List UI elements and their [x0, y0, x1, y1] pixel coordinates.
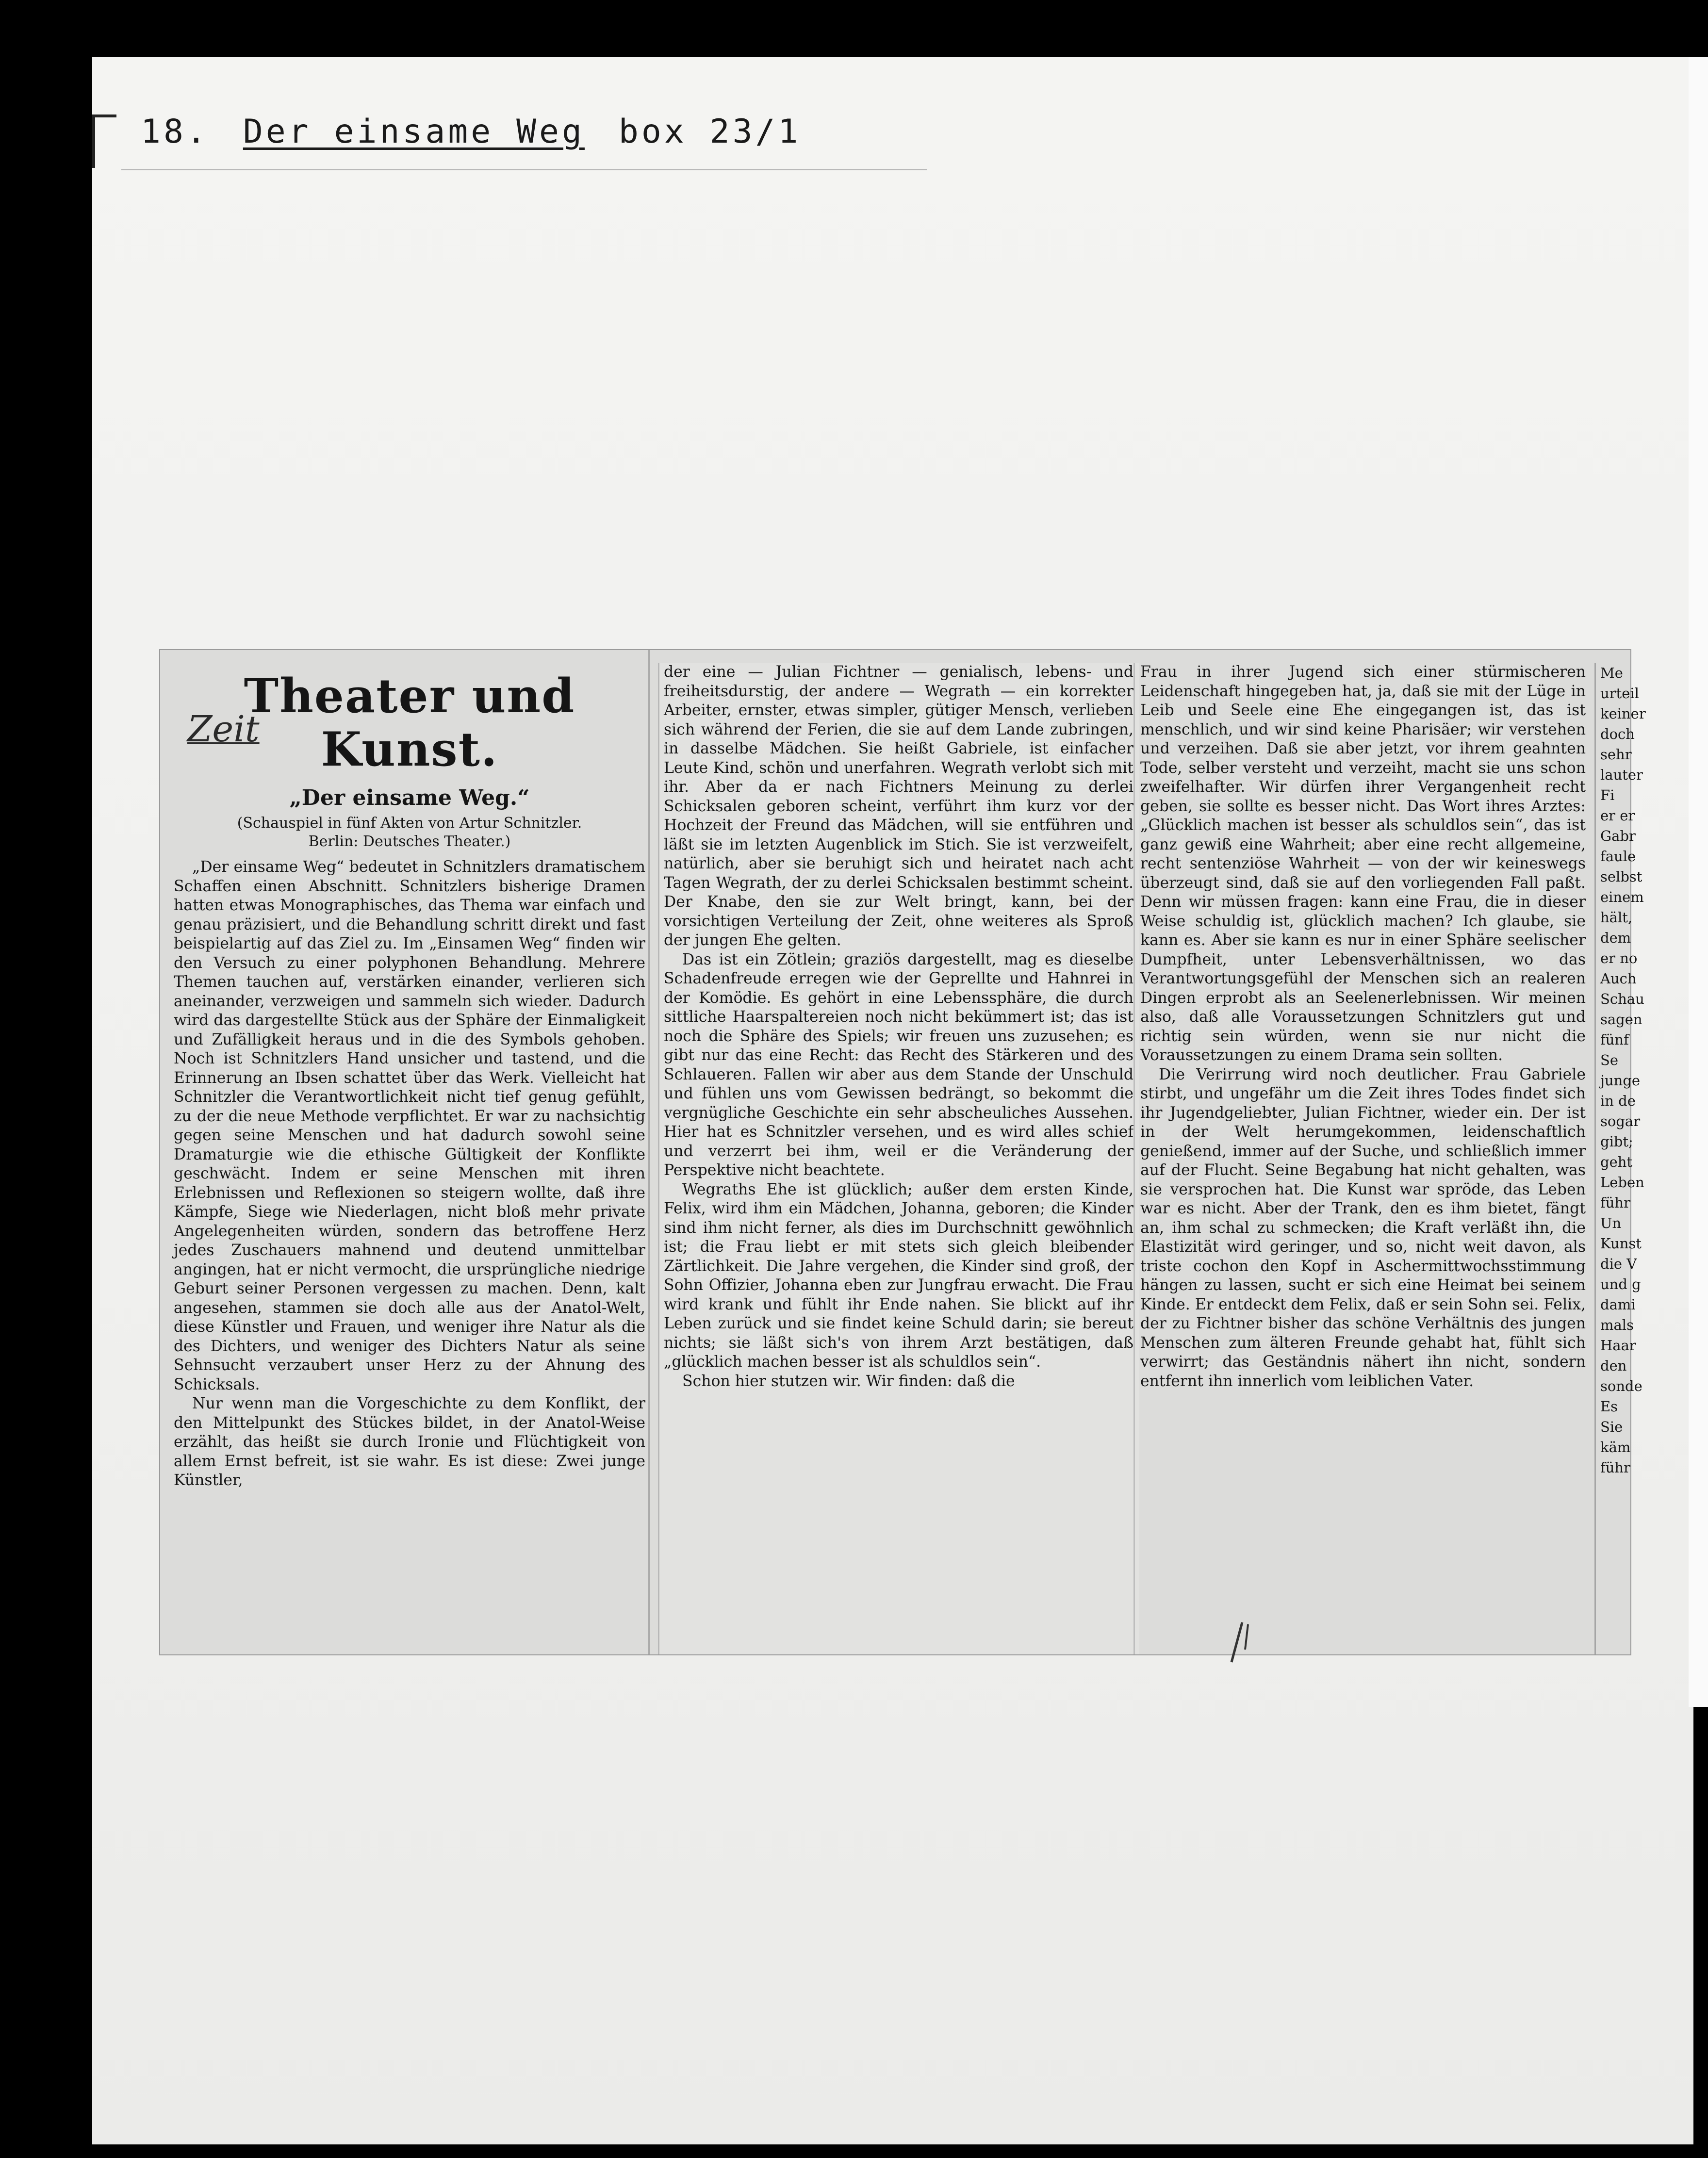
fragment-line: Gabr [1600, 828, 1636, 844]
fragment-line: selbst [1600, 868, 1642, 885]
fragment-line: den [1600, 1357, 1627, 1374]
header-rule [121, 169, 927, 170]
fragment-line: die V [1600, 1256, 1637, 1272]
fragment-line: Auch [1600, 970, 1637, 987]
newspaper-clipping [160, 650, 1646, 1654]
corner-bracket [92, 114, 116, 117]
article-subtitle [174, 814, 645, 851]
fragment-line: er er [1600, 807, 1635, 824]
article-column-2 [658, 663, 1139, 1654]
sheet-edge [1689, 57, 1708, 1707]
paragraph: Wegraths Ehe ist glücklich; außer dem ersten Kinde, Felix, wird ihm ein Mädchen, Johanna, geboren; die Kinder sind ihm nicht ferner, als dies im Durchschnitt gewöhnlich ist; die Frau liebt er mit stets sich gleich bleibender Zärtlichkeit. Die Jahre vergehen, die Kinder sind groß, der Sohn Offizier, Johanna eben zur Jungfrau erwacht. Die Frau wird krank und fühlt ihr Ende nahen. Sie blickt auf ihr Leben zurück und sie findet keine Schuld darin; sie bereut nichts; sie läßt sich's von ihrem Arzt bestätigen, daß „glücklich machen besser ist als schuldlos sein“. [664, 1180, 1133, 1371]
fragment-line: mals [1600, 1317, 1634, 1333]
fragment-line: Leben [1600, 1174, 1644, 1191]
fragment-line: doch [1600, 726, 1635, 742]
fragment-line: Me [1600, 665, 1623, 681]
section-heading: Theater und Kunst. [244, 669, 575, 777]
fragment-line: Se [1600, 1052, 1619, 1068]
paragraph: Schon hier stutzen wir. Wir finden: daß die [682, 1372, 1015, 1390]
fragment-line: und g [1600, 1276, 1641, 1292]
archive-header [141, 113, 801, 156]
fragment-line: einem [1600, 889, 1644, 905]
subtitle-line-2: Berlin: Deutsches Theater.) [308, 833, 511, 850]
fragment-line: führ [1600, 1194, 1630, 1211]
fragment-line: dem [1600, 930, 1631, 946]
fragment-line: keiner [1600, 705, 1646, 722]
article-column-4-fragment [1594, 663, 1646, 1654]
fragment-line: Es [1600, 1398, 1618, 1415]
fragment-line: fünf [1600, 1031, 1629, 1048]
fragment-line: junge [1600, 1072, 1641, 1089]
fragment-line: sagen [1600, 1011, 1642, 1028]
corner-bracket-vertical [92, 114, 95, 168]
fragment-line: sehr [1600, 746, 1632, 763]
paragraph: Nur wenn man die Vorgeschichte zu dem Konflikt, der den Mittelpunkt des Stückes bildet, in der Anatol-Weise erzählt, das heißt sie durch Ironie und Flüchtigkeit von allem Ernst befreit, ist sie wahr. Es ist diese: Zwei junge Künstler, [174, 1395, 645, 1489]
fragment-line: sogar [1600, 1113, 1641, 1129]
fragment-line: in de [1600, 1093, 1636, 1109]
paragraph: Das ist ein Zötlein; graziös dargestellt, mag es dieselbe Schadenfreude erregen wie der Geprellte und Hahnrei in der Komödie. Es gehört in eine Lebenssphäre, die durch sittliche Haarspaltereien noch nicht bekümmert ist; das ist noch die Sphäre des Spiels; wir freuen uns zuzusehen; es gibt nur das eine Recht: das Recht des Stärkeren und des Schlaueren. Fallen wir aber aus dem Stande der Unschuld und fühlen uns vom Gewissen bedrängt, so bekommt die vergnügliche Geschichte ein sehr abscheuliches Aussehen. Hier hat es Schnitzler versehen, und es wird alles schief und verzerrt bei ihm, weil er die Veränderung der Perspektive nicht beachtete. [664, 950, 1133, 1179]
box-label: box 23/1 [618, 113, 801, 151]
subtitle-line-1: (Schauspiel in fünf Akten von Artur Schnitzler. [237, 815, 582, 832]
fragment-line: Fi [1600, 787, 1615, 803]
fragment-line: gibt; [1600, 1133, 1633, 1150]
pen-mark [1223, 1620, 1257, 1664]
fragment-line: führ [1600, 1459, 1630, 1476]
handwritten-note: Zeit [187, 708, 260, 750]
paragraph: Frau in ihrer Jugend sich einer stürmischeren Leidenschaft hingegeben hat, ja, daß sie mit der Lüge in Leib und Seele eine Ehe eingegangen ist, das ist menschlich, und wir sind keine Pharisäer; wir verstehen und verzeihen. Daß sie aber jetzt, vor ihrem geahnten Tode, selber versteht und verzeiht, macht sie uns schon zweifelhafter. Wir dürfen ihrer Vergangenheit recht geben, sie sollte es besser nicht. Das Wort ihres Arztes: „Glücklich machen ist besser als schuldlos sein“, das ist ganz gewiß eine Wahrheit; aber eine recht allgemeine, recht sentenziöse Wahrheit — von der wir keineswegs überzeugt sind, daß sie auf den vorliegenden Fall paßt. Denn wir müssen fragen: kann eine Frau, die in dieser Weise schuldig ist, glücklich machen? Ich glaube, sie kann es. Aber sie kann es nur in einer Sphäre seelischer Dumpfheit, unter Lebensverhältnissen, wo das Verantwortungsgefühl der Menschen sich an realeren Dingen erprobt als an Seelenerlebnissen. Wir meinen also, daß alle Voraussetzungen Schnitzlers gut und richtig sein würden, wenn sie nur nicht die Voraussetzungen zu einem Drama sein sollten. [1140, 663, 1586, 1064]
paragraph: Die Verirrung wird noch deutlicher. Frau Gabriele stirbt, und ungefähr um die Zeit ihres Todes findet sich ihr Jugendgeliebter, Julian Fichtner, wieder ein. Der ist in der Welt herumgekommen, leidenschaftlich genießend, immer auf der Suche, und schließlich immer auf der Flucht. Seine Begabung hat nicht gehalten, was sie versprochen hat. Die Kunst war spröde, das Leben war es nicht. Aber der Trank, den es ihm bietet, fängt an, ihm schal zu schmecken; die Kraft verläßt ihn, die Elastizität wird geringer, und so, nicht weit davon, als triste cochon den Kopf in Aschermittwochsstimmung hängen zu lassen, sucht er sich eine Heimat bei seinem Kinde. Er entdeckt dem Felix, daß er sein Sohn sei. Felix, der zu Fichtner bisher das schöne Verhältnis des jungen Menschen zum älteren Freunde gehabt hat, fühlt sich verwirrt; das Geständnis nähert ihn nicht, sondern entfernt ihn innerlich vom leiblichen Vater. [1140, 1065, 1586, 1390]
fragment-line: Un [1600, 1215, 1622, 1231]
paragraph: „Der einsame Weg“ bedeutet in Schnitzlers dramatischem Schaffen einen Abschnitt. Schnitzlers bisherige Dramen hatten etwas Monographisches, das Thema war einfach und genau präzisiert, und die Behandlung schritt direkt und fast beispielartig auf das Ziel zu. Im „Einsamen Weg“ finden wir den Versuch zu einer polyphonen Behandlung. Mehrere Themen tauchen auf, verstärken einander, verlieren sich aneinander, verzweigen und sammeln sich wieder. Dadurch wird das dargestellte Stück aus der Sphäre der Einmaligkeit und Zufälligkeit heraus und in die des Symbols gehoben. Noch ist Schnitzlers Hand unsicher und tastend, und die Erinnerung an Ibsen schattet über das Werk. Vielleicht hat Schnitzler die Verantwortlichkeit nicht tief genug gefühlt, zu der die neue Methode verpflichtet. Er war zu nachsichtig gegen seine Menschen und hat dadurch sowohl seine Dramaturgie wie die ethische Gültigkeit der Konflikte geschwächt. Indem er seine Menschen mit ihren Erlebnissen und Reflexionen so steigern wollte, daß ihre Kämpfe, Siege wie Niederlagen, nicht bloß mehr private Angelegenheiten würden, sondern das betroffene Herz jedes Zuschauers mahnend und deutend unmittelbar angingen, hat er nicht vermocht, die ursprüngliche niedrige Geburt seiner Personen vergessen zu machen. Denn, kalt angesehen, stammen sie doch alle aus der Anatol-Welt, diese Künstler und Frauen, und weniger ihre Natur als die des Dichters, und weniger des Dichters Natur als seine Sehnsucht verzaubert unser Herz zu der Ahnung des Schicksals. [174, 858, 645, 1393]
fragment-line: hält, [1600, 909, 1633, 926]
article-column-3 [1133, 663, 1593, 1654]
paragraph: der eine — Julian Fichtner — genialisch, lebens- und freiheitsdurstig, der andere — Wegrath — ein korrekter Arbeiter, ernster, etwas simpler, gütiger Mensch, verlieben sich während der Ferien, die sie auf dem Lande zubringen, in dasselbe Mädchen. Sie heißt Gabriele, ist einfacher Leute Kind, schön und unerfahren. Wegrath verlobt sich mit ihr. Aber da er nach Fichtners Meinung zu derlei Schicksalen geboren scheint, verführt ihm kurz vor der Hochzeit der Freund das Mädchen, will sie entführen und läßt sie im letzten Augenblick im Stich. Sie ist verzweifelt, natürlich, aber sie beruhigt sich und heiratet nach acht Tagen Wegrath, der zu derlei Schicksalen bestimmt scheint. Der Knabe, den sie zur Welt bringt, kann, bei der vorsichtigen Verteilung der Zeit, ohne weiteres als Sproß der jungen Ehe gelten. [664, 663, 1133, 949]
fragment-line: sonde [1600, 1378, 1642, 1394]
fragment-line: Haar [1600, 1337, 1636, 1354]
fragment-line: urteil [1600, 685, 1639, 702]
fragment-line: Kunst [1600, 1235, 1642, 1252]
fragment-line: käm [1600, 1439, 1631, 1455]
fragment-line: er no [1600, 950, 1638, 966]
article-title: „Der einsame Weg.“ [289, 785, 530, 810]
item-title: Der einsame Weg [243, 113, 585, 151]
fragment-line: geht [1600, 1154, 1633, 1170]
fragment-line: Sie [1600, 1419, 1623, 1435]
fragment-line: Schau [1600, 991, 1644, 1007]
item-number: 18. [141, 113, 209, 151]
article-column-1 [174, 668, 645, 1654]
fragment-line: dami [1600, 1296, 1636, 1313]
column-divider [648, 650, 650, 1654]
fragment-line: faule [1600, 848, 1636, 865]
fragment-line: lauter [1600, 767, 1643, 783]
